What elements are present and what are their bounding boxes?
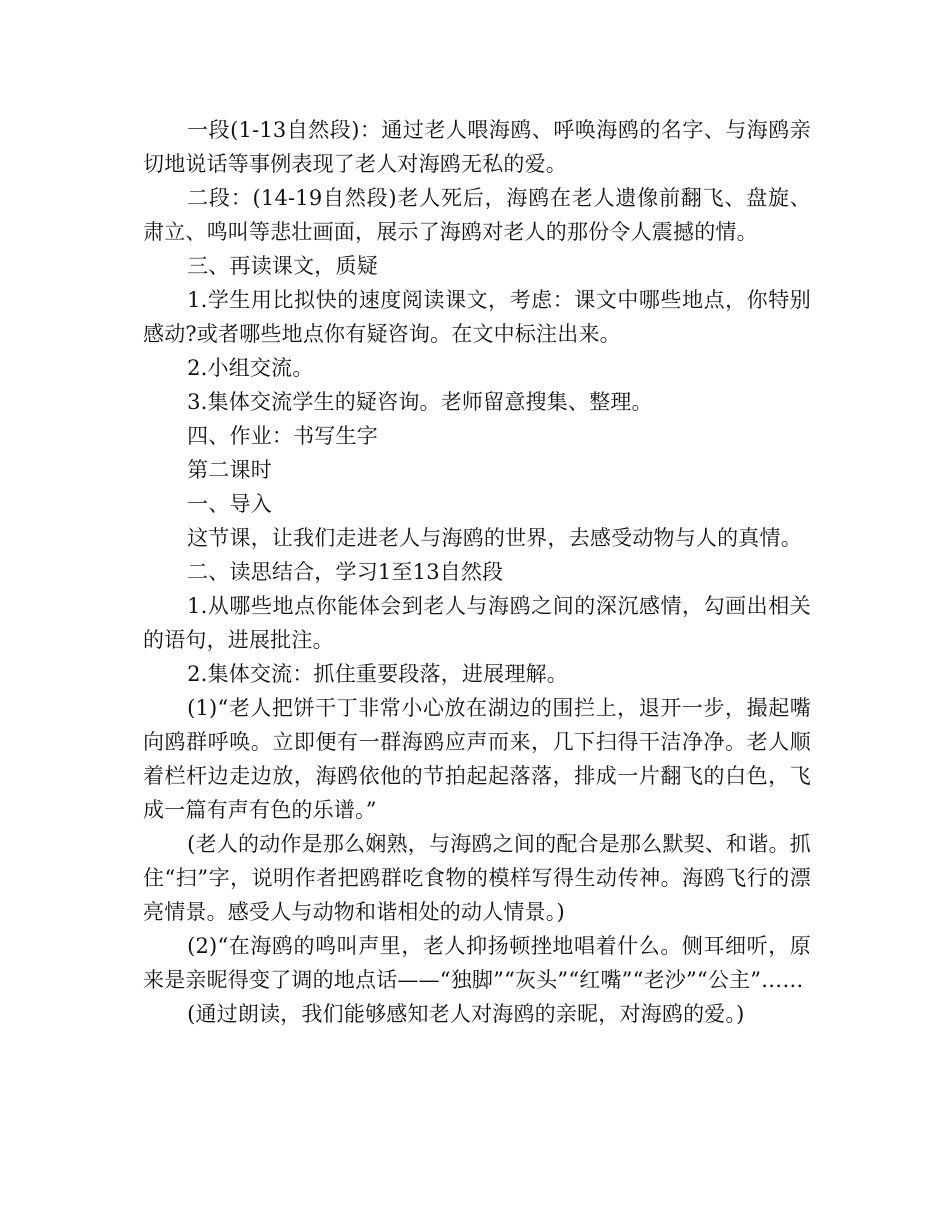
- paragraph: 二段：(14-19自然段)老人死后，海鸥在老人遗像前翻飞、盘旋、肃立、鸣叫等悲壮画面，展示了海鸥对老人的那份令人震撼的情。: [143, 186, 811, 244]
- paragraph: 2.集体交流：抓住重要段落，进展理解。: [187, 662, 568, 686]
- paragraph: 2.小组交流。: [187, 356, 314, 380]
- section-heading: 三、再读课文，质疑: [187, 254, 378, 278]
- quote-paragraph: (1)“老人把饼干丁非常小心放在湖边的围拦上，退开一步，撮起嘴向鸥群呼唤。立即便有一群海鸥应声而来，几下扫得干洁净净。老人顺着栏杆边走边放，海鸥依他的节拍起起落落，排成一片翻飞的白色，飞成一篇有声有色的乐谱。”: [143, 696, 811, 822]
- commentary-paragraph: (老人的动作是那么娴熟，与海鸥之间的配合是那么默契、和谐。抓住“扫”字，说明作者把鸥群吃食物的模样写得生动传神。海鸥飞行的漂亮情景。感受人与动物和谐相处的动人情景。): [143, 832, 811, 924]
- paragraph: 一段(1-13自然段)：通过老人喂海鸥、呼唤海鸥的名字、与海鸥亲切地说话等事例表现了老人对海鸥无私的爱。: [143, 118, 811, 176]
- paragraph: 1.从哪些地点你能体会到老人与海鸥之间的深沉感情，勾画出相关的语句，进展批注。: [143, 594, 811, 652]
- paragraph: 3.集体交流学生的疑咨询。老师留意搜集、整理。: [187, 390, 653, 414]
- document-body: [143, 113, 811, 1031]
- section-heading: 一、导入: [187, 492, 272, 516]
- section-heading: 二、读思结合，学习1至13自然段: [187, 560, 504, 584]
- commentary-paragraph: (通过朗读，我们能够感知老人对海鸥的亲昵，对海鸥的爱。): [187, 1002, 745, 1026]
- paragraph: 1.学生用比拟快的速度阅读课文，考虑：课文中哪些地点，你特别感动?或者哪些地点你有疑咨询。在文中标注出来。: [143, 288, 811, 346]
- section-heading: 四、作业：书写生字: [187, 424, 378, 448]
- quote-paragraph: (2)“在海鸥的鸣叫声里，老人抑扬顿挫地唱着什么。侧耳细听，原来是亲昵得变了调的地点话——“独脚”“灰头”“红嘴”“老沙”“公主”……: [143, 934, 811, 992]
- paragraph: 这节课，让我们走进老人与海鸥的世界，去感受动物与人的真情。: [187, 526, 802, 550]
- lesson-heading: 第二课时: [187, 458, 272, 482]
